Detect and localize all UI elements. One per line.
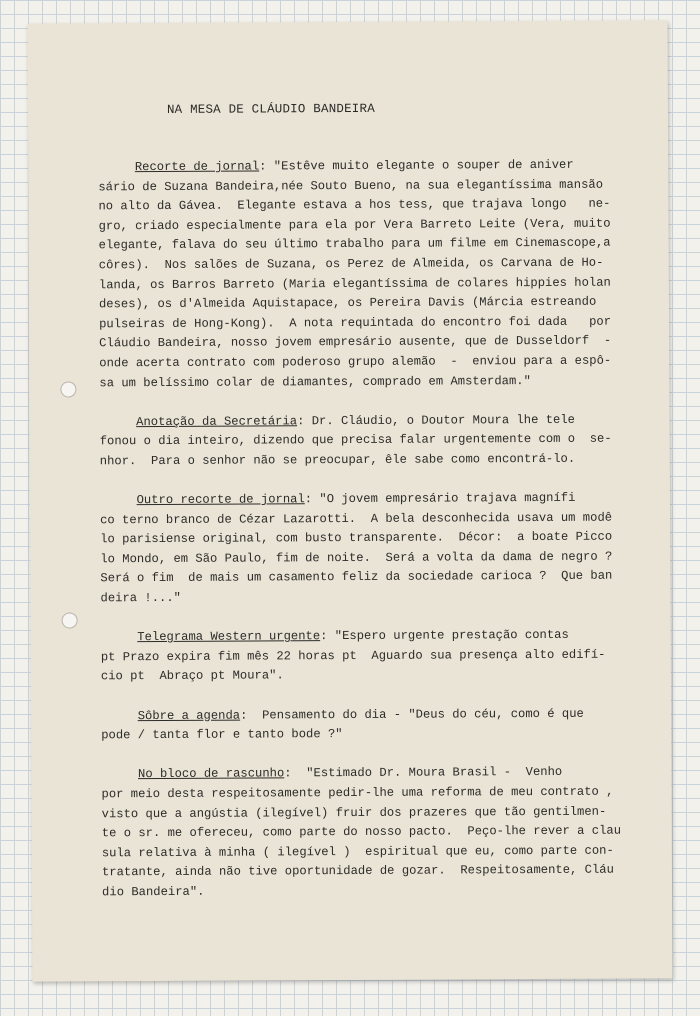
text-line: elegante, falava do seu último trabalho para um filme em Cinemascope,a: [98, 236, 611, 253]
paragraph-first-line: [101, 704, 661, 727]
section-label: No bloco de rascunho: [137, 766, 285, 782]
paragraph-text: : "Espero urgente prestação contas: [320, 628, 569, 644]
paragraph-text: : "O jovem empresário trajava magnífi: [304, 490, 576, 507]
section-label: Sôbre a agenda: [137, 708, 241, 723]
text-line: te o sr. me ofereceu, como parte do nosso pacto. Peço-lhe rever a clau: [101, 823, 622, 841]
text-line: por meio desta respeitosamente pedir-lhe uma reforma de meu contrato ,: [101, 784, 614, 802]
text-line: sa um belíssimo colar de diamantes, comprado em Amsterdam.": [99, 373, 531, 390]
paragraph-text: : Pensamento do dia - "Deus do céu, como é que: [240, 706, 584, 723]
page-title: NA MESA DE CLÁUDIO BANDEIRA: [166, 101, 375, 117]
paragraph: [101, 704, 661, 746]
text-line: deses), os d'Almeida Aquistapace, os Pereira Davis (Márcia estreando: [98, 294, 597, 312]
text-line: cio pt Abraço pt Moura".: [100, 668, 284, 684]
text-line: fonou o dia inteiro, dizendo que precisa falar urgentemente com o se-: [99, 431, 612, 449]
text-line: gro, criado especialmente para ela por Vera Barreto Leite (Vera, muito: [98, 216, 611, 234]
paragraph: [98, 155, 659, 393]
text-line: tratante, ainda não tive oportunidade de gozar. Respeitosamente, Cláu: [101, 862, 614, 880]
punch-hole: [60, 381, 76, 397]
text-line: dio Bandeira".: [102, 884, 205, 900]
text-line: pt Prazo expira fim mês 22 horas pt Aguardo sua presença alto edifí-: [100, 647, 606, 665]
text-line: landa, os Barros Barreto (Maria elegantíssima de colares hippies holan: [98, 275, 611, 292]
section-label: Telegrama Western urgente: [137, 629, 321, 645]
text-line: deira !...": [100, 590, 181, 606]
punch-hole: [62, 612, 78, 628]
text-line: sário de Suzana Bandeira,née Souto Bueno, na sua elegantíssima mansão: [98, 177, 604, 194]
paragraph: [101, 626, 661, 688]
paragraph: [101, 763, 662, 903]
text-line: sula relativa à minha ( ilegível ) espiritual que eu, como parte con-: [101, 843, 614, 861]
text-line: no alto da Gávea. Elegante estava a hos tess, que trajava longo ne-: [98, 196, 611, 214]
text-line: lo parisiense original, com busto transparente. Décor: a boate Picco: [100, 529, 613, 547]
text-line: côres). Nos salões de Suzana, os Perez de Almeida, os Carvana de Ho-: [98, 255, 604, 273]
section-label: Recorte de jornal: [134, 159, 260, 175]
text-line: co terno branco de Cézar Lazarotti. A bela desconhecida usava um modê: [100, 510, 613, 527]
section-label: Outro recorte de jornal: [136, 492, 305, 508]
text-line: pode / tanta flor e tanto bode ?": [101, 727, 343, 743]
text-line: Cláudio Bandeira, nosso jovem empresário ausente, que de Dusseldorf -: [99, 333, 612, 351]
paragraph-text: : Dr. Cláudio, o Doutor Moura lhe tele: [297, 412, 576, 428]
text-line: onde acerta contrato com poderoso grupo alemão - enviou para a espô-: [99, 353, 612, 371]
text-line: visto que a angústia (ilegível) fruir dos prazeres que tão gentilmen-: [101, 804, 607, 821]
paragraph-text: : "Estêve muito elegante o souper de aniver: [259, 157, 574, 174]
typewritten-page: [27, 20, 672, 981]
document-body: [98, 155, 662, 922]
text-line: pulseiras de Hong-Kong). A nota requintada do encontro foi dada por: [99, 314, 612, 332]
paragraph: [100, 410, 660, 472]
text-line: nhor. Para o senhor não se preocupar, êle sabe como encontrá-lo.: [99, 451, 576, 469]
paragraph: [100, 488, 661, 608]
text-line: Será o fim de mais um casamento feliz da sociedade carioca ? Que ban: [100, 569, 613, 586]
section-label: Anotação da Secretária: [136, 413, 298, 429]
paragraph-text: : "Estimado Dr. Moura Brasil - Venho: [284, 765, 563, 781]
text-line: lo Mondo, em São Paulo, fim de noite. Será a volta da dama de negro ?: [100, 549, 613, 567]
